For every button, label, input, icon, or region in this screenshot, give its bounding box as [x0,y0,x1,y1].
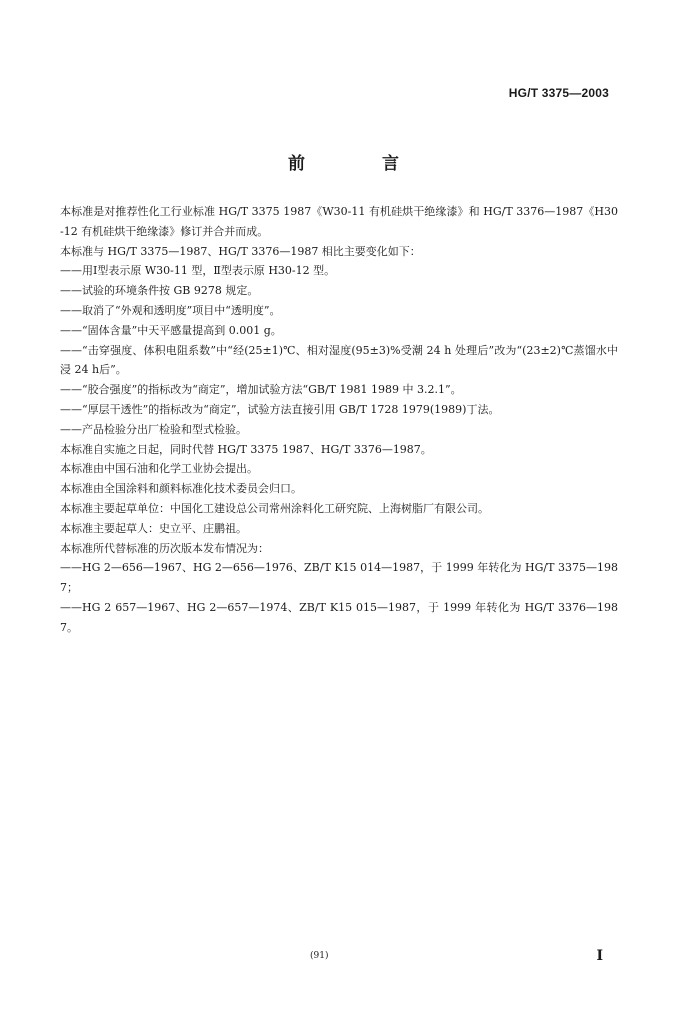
paragraph-changes-heading: 本标准与 HG/T 3375—1987、HG/T 3376—1987 相比主要变化如下： [60,244,421,258]
change-item-transparency: ——取消了“外观和透明度”项目中“透明度”。 [60,303,281,317]
paragraph-replacement: 本标准自实施之日起，同时代替 HG/T 3375 1987、HG/T 3376—1987。 [60,442,432,456]
standard-code: HG/T 3375—2003 [508,86,609,100]
paragraph-drafting-units: 本标准主要起草单位：中国化工建设总公司常州涂料化工研究院、上海树脂厂有限公司。 [60,501,489,515]
change-item-type: ——用Ⅰ型表示原 W30-11 型，Ⅱ型表示原 H30-12 型。 [60,264,336,278]
change-item-environment: ——试验的环境条件按 GB 9278 规定。 [60,284,259,298]
change-item-solid-content: ——“固体含量”中天平感量提高到 0.001 g。 [60,323,282,337]
paragraph-under-jurisdiction: 本标准由全国涂料和颜料标准化技术委员会归口。 [60,482,302,496]
page-title: 前 言 [288,154,429,174]
history-item-3376: ——HG 2 657—1967、HG 2—657—1974、ZB/T K15 015—1987，于 1999 年转化为 HG/T 3376—1987。 [60,600,618,634]
page-number: (91) [310,951,329,961]
paragraph-history-heading: 本标准所代替标准的历次版本发布情况为： [60,541,269,555]
paragraph-drafters: 本标准主要起草人：史立平、庄鹏祖。 [60,521,247,535]
change-item-inspection: ——产品检验分出厂检验和型式检验。 [60,422,247,436]
history-item-3375: ——HG 2—656—1967、HG 2—656—1976、ZB/T K15 014—1987，于 1999 年转化为 HG/T 3375—1987； [60,561,618,595]
roman-page-number: I [596,948,603,964]
change-item-breakdown-strength: ——“击穿强度、体积电阻系数”中“经(25±1)℃、相对湿度(95±3)%受潮 24 h 处理后”改为“(23±2)℃蒸馏水中浸 24 h后”。 [60,343,618,377]
paragraph-proposed-by: 本标准由中国石油和化学工业协会提出。 [60,462,258,476]
paragraph-intro: 本标准是对推荐性化工行业标准 HG/T 3375 1987《W30-11 有机硅烘干绝缘漆》和 HG/T 3376—1987《H30-12 有机硅烘干绝缘漆》修订并合并而成。 [60,205,618,238]
change-item-thick-layer-drying: ——“厚层干透性”的指标改为“商定”，试验方法直接引用 GB/T 1728 1979(1989)丁法。 [60,402,500,416]
foreword-body [60,202,618,638]
change-item-bond-strength: ——“胶合强度”的指标改为“商定”，增加试验方法“GB/T 1981 1989 中 3.2.1”。 [60,383,462,397]
